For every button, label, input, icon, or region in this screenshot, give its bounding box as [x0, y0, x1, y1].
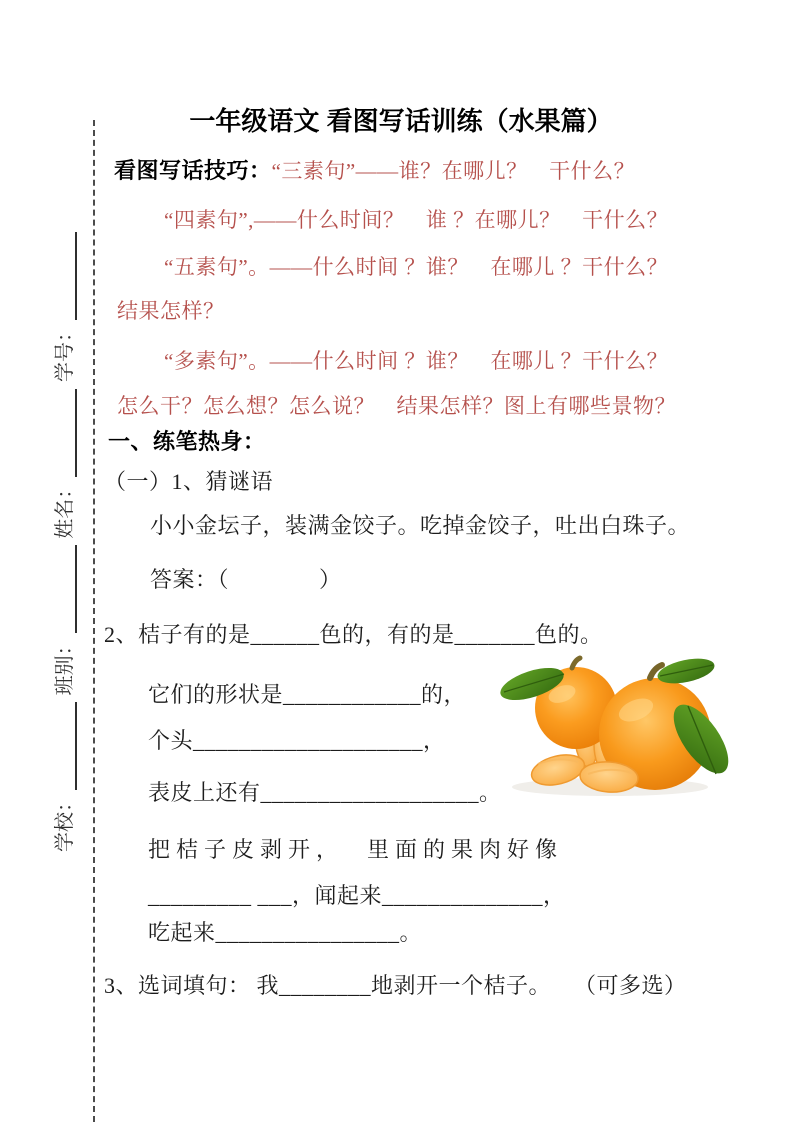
tips-line-6: 怎么干？怎么想？怎么说？ 结果怎样？图上有哪些景物？: [117, 394, 676, 418]
tips-line-2: “四素句”,——什么时间？ 谁 ？在哪儿？ 干什么？: [164, 208, 669, 232]
sidebar-field-number: [48, 232, 77, 382]
riddle-text: 小小金坛子，装满金饺子。吃掉金饺子，吐出白珠子。: [150, 513, 691, 538]
sidebar-field-label: 班别：: [54, 635, 76, 696]
q2-line-5: 把桔子皮剥开， 里面的果肉好像: [148, 837, 564, 862]
tangerines-photo: [490, 654, 736, 800]
sidebar-field-name: [48, 389, 77, 539]
q3-line: 3、选词填句： 我________地剥开一个桔子。 （可多选）: [104, 973, 687, 998]
tips-line-4: 结果怎样？: [117, 299, 225, 323]
tips-line: [114, 157, 635, 185]
sidebar-field-blank-line: [55, 389, 77, 477]
sidebar-field-label: 学号：: [54, 322, 76, 383]
sidebar-field-blank-line: [55, 545, 77, 633]
q2-line-3: 个头____________________，: [148, 728, 446, 753]
sidebar-field-class: [48, 545, 77, 695]
tips-line-5: “多素句”。——什么时间 ？谁？ 在哪儿 ？干什么？: [164, 349, 669, 373]
student-info-sidebar: [49, 232, 77, 852]
q2-line-2: 它们的形状是____________的，: [148, 682, 467, 707]
q2-line-4: 表皮上还有___________________。: [148, 780, 502, 805]
tips-line-1: “三素句”——谁？在哪儿？ 干什么？: [271, 159, 636, 183]
q2-line-1: 2、桔子有的是______色的，有的是_______色的。: [104, 622, 603, 647]
sidebar-field-school: [48, 702, 77, 852]
sidebar-field-label: 姓名：: [54, 478, 76, 539]
section-heading: 一、练笔热身：: [108, 429, 266, 454]
riddle-answer-blank: 答案：（ ）: [150, 567, 342, 592]
sidebar-field-blank-line: [55, 702, 77, 790]
tangerines-illustration: [490, 654, 736, 800]
q2-line-7: 吃起来________________。: [148, 920, 423, 945]
tips-line-3: “五素句”。——什么时间 ？谁？ 在哪儿 ？干什么？: [164, 255, 669, 279]
tips-heading: 看图写话技巧：: [114, 158, 272, 183]
sidebar-field-label: 学校：: [54, 792, 76, 852]
page-title: 一年级语文 看图写话训练（水果篇）: [189, 106, 613, 136]
sidebar-field-blank-line: [55, 232, 77, 320]
q2-line-6: _________ ___，闻起来______________，: [148, 883, 566, 908]
riddle-subheading: （一）1、猜谜语: [104, 469, 274, 494]
page-margin-dashed-line: [93, 120, 95, 1122]
